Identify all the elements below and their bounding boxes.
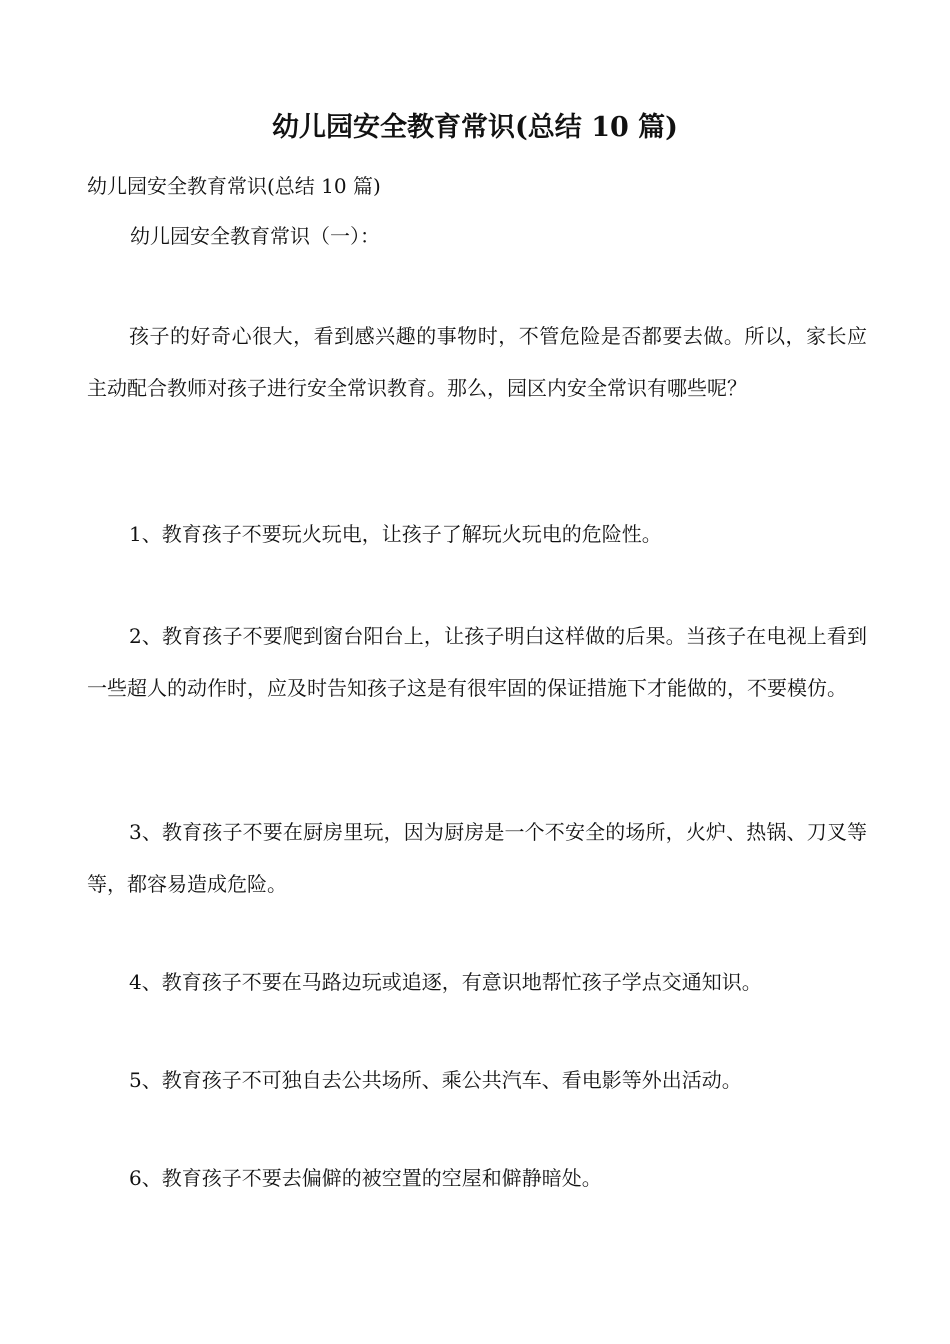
document-title: 幼儿园安全教育常识(总结 10 篇)	[272, 112, 678, 143]
intro-paragraph: 孩子的好奇心很大，看到感兴趣的事物时，不管危险是否都要去做。所以，家长应主动配合教师对孩子进行安全常识教育。那么，园区内安全常识有哪些呢？	[87, 324, 867, 400]
list-item: 3、教育孩子不要在厨房里玩，因为厨房是一个不安全的场所，火炉、热锅、刀叉等等，都容易造成危险。	[87, 820, 867, 896]
list-item: 1、教育孩子不要玩火玩电，让孩子了解玩火玩电的危险性。	[129, 522, 662, 546]
list-item: 5、教育孩子不可独自去公共场所、乘公共汽车、看电影等外出活动。	[129, 1068, 742, 1092]
section-heading: 幼儿园安全教育常识（一）：	[130, 224, 380, 248]
list-item: 6、教育孩子不要去偏僻的被空置的空屋和僻静暗处。	[129, 1166, 602, 1190]
list-item: 4、教育孩子不要在马路边玩或追逐，有意识地帮忙孩子学点交通知识。	[129, 970, 762, 994]
list-item: 2、教育孩子不要爬到窗台阳台上，让孩子明白这样做的后果。当孩子在电视上看到一些超人的动作时，应及时告知孩子这是有很牢固的保证措施下才能做的，不要模仿。	[87, 624, 867, 700]
document-subtitle: 幼儿园安全教育常识(总结 10 篇)	[87, 174, 381, 198]
